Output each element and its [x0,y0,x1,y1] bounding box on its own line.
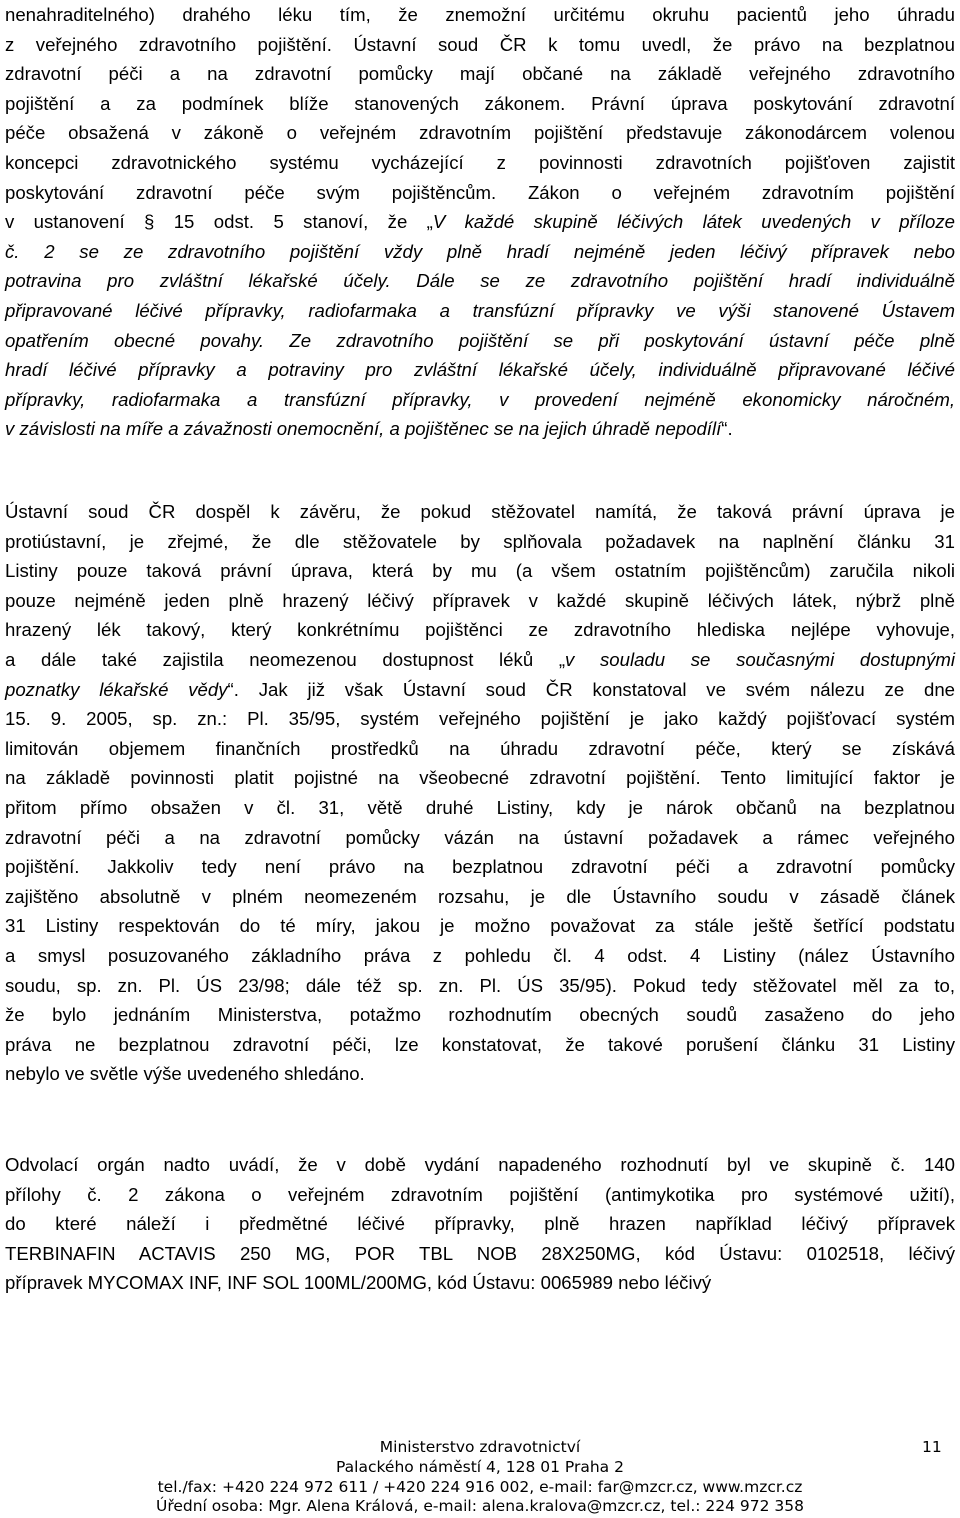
text-line: zajištěno absolutně v plném neomezeném rozsahu, je dle Ústavního soudu v zásadě článek [5,885,955,907]
text-line: koncepci zdravotnického systému vycházející z povinnosti zdravotních pojišťoven zajistit [5,152,955,173]
text-line: TERBINAFIN ACTAVIS 250 MG, POR TBL NOB 28X250MG, kód Ústavu: 0102518, léčivý [5,1242,955,1264]
footer-organization: Ministerstvo zdravotnictví [379,1438,581,1456]
text-line: 15. 9. 2005, sp. zn.: Pl. 35/95, systém veřejného pojištění je jako každý pojišťovací systém [5,708,955,730]
text-line: že bylo jednáním Ministerstva, potažmo rozhodnutím obecných soudů zasaženo do jeho [5,1004,955,1026]
text-line: připravované léčivé přípravky, radiofarmaka a transfúzní přípravky ve výši stanovené Ústavem [5,300,955,321]
text-line: práva ne bezplatnou zdravotní péči, lze konstatovat, že takové porušení článku 31 Listiny [5,1033,955,1055]
page-number: 11 [922,1438,942,1456]
text-line: potravina pro zvláštní lékařské účely. Dále se ze zdravotního pojištění hradí individuálně [5,270,955,292]
text-line: 31 Listiny respektován do té míry, jakou je možno považovat za stále ještě šetřící podstatu [5,915,955,937]
footer-contact: tel./fax: +420 224 972 611 / +420 224 916 002, e-mail: far@mzcr.cz, www.mzcr.cz [157,1478,803,1496]
text-line: zdravotní péči a na zdravotní pomůcky mají občané na základě veřejného zdravotního [5,63,955,85]
text-line: a dále také zajistila neomezenou dostupnost léků „v souladu se současnými dostupnými [5,649,955,670]
text-line: hrazený lék takový, který konkrétnímu pojištěnci ze zdravotního hlediska nejlépe vyhovuje, [5,619,955,641]
footer-address: Palackého náměstí 4, 128 01 Praha 2 [336,1458,624,1476]
text-line: z veřejného zdravotního pojištění. Ústavní soud ČR k tomu uvedl, že právo na bezplatnou [5,33,955,55]
text-line: soudu, sp. zn. Pl. ÚS 23/98; dále též sp. zn. Pl. ÚS 35/95). Pokud tedy stěžovatel měl za to, [5,974,955,996]
text-line: poznatky lékařské vědy“. Jak již však Ústavní soud ČR konstatoval ve svém nálezu ze dne [5,678,956,700]
text-line: pojištění. Jakkoliv tedy není právo na bezplatnou zdravotní péči a zdravotní pomůcky [5,856,955,878]
text-line: v závislosti na míře a závažnosti onemocnění, a pojištěnec se na jejich úhradě nepodílí“. [5,418,733,440]
text-line: poskytování zdravotní péče svým pojištěncům. Zákon o veřejném zdravotním pojištění [5,181,955,203]
text-line: péče obsažená v zákoně o veřejném zdravotním pojištění představuje zákonodárcem volenou [5,122,955,144]
text-line: protiústavní, je zřejmé, že dle stěžovatele by splňovala požadavek na naplnění článku 31 [5,530,955,552]
text-line: hradí léčivé přípravky a potraviny pro zvláštní lékařské účely, individuálně připravované léčivé [5,359,955,381]
text-line: přitom přímo obsažen v čl. 31, větě druhé Listiny, kdy je nárok občanů na bezplatnou [5,797,955,818]
text-line: pouze nejméně jeden plně hrazený léčivý přípravek v každé skupině léčivých látek, nýbrž plně [5,589,955,611]
text-line: do které náleží i předmětné léčivé přípravky, plně hrazen například léčivý přípravek [5,1213,955,1235]
text-line: č. 2 se ze zdravotního pojištění vždy plně hradí nejméně jeden léčivý přípravek nebo [5,240,955,262]
text-line: Odvolací orgán nadto uvádí, že v době vydání napadeného rozhodnutí byl ve skupině č. 140 [5,1154,955,1175]
text-line: nenahraditelného) drahého léku tím, že znemožní určitému okruhu pacientů jeho úhradu [5,4,955,25]
text-line: opatřením obecné povahy. Ze zdravotního pojištění se při poskytování ústavní péče plně [5,329,955,351]
text-line: přípravek MYCOMAX INF, INF SOL 100ML/200MG, kód Ústavu: 0065989 nebo léčivý [5,1272,712,1294]
text-line: nebylo ve světle výše uvedeného shledáno. [5,1063,365,1085]
text-line: Listiny pouze taková právní úprava, která by mu (a všem ostatním pojištěncům) zaručila nikoli [5,560,955,582]
text-line: přípravky, radiofarmaka a transfúzní přípravky, v provedení nejméně ekonomicky náročném, [5,388,955,410]
text-line: limitován objemem finančních prostředků na úhradu zdravotní péče, který se získává [5,737,955,759]
text-line: na základě povinnosti platit pojistné na všeobecné zdravotní pojištění. Tento limitující faktor je [5,767,955,789]
text-line: přílohy č. 2 zákona o veřejném zdravotním pojištění (antimykotika pro systémové užití), [5,1183,955,1205]
text-line: Ústavní soud ČR dospěl k závěru, že pokud stěžovatel namítá, že taková právní úprava je [5,501,955,522]
text-line: pojištění a za podmínek blíže stanovených zákonem. Právní úprava poskytování zdravotní [5,92,955,114]
text-line: v ustanovení § 15 odst. 5 stanoví, že „V každé skupině léčivých látek uvedených v příloze [5,211,956,233]
text-line: zdravotní péči a na zdravotní pomůcky vázán na ústavní požadavek a rámec veřejného [5,826,955,848]
text-line: a smysl posuzovaného základního práva z pohledu čl. 4 odst. 4 Listiny (nález Ústavního [5,945,955,966]
footer-official: Úřední osoba: Mgr. Alena Králová, e-mail: alena.kralova@mzcr.cz, tel.: 224 972 358 [155,1497,805,1515]
